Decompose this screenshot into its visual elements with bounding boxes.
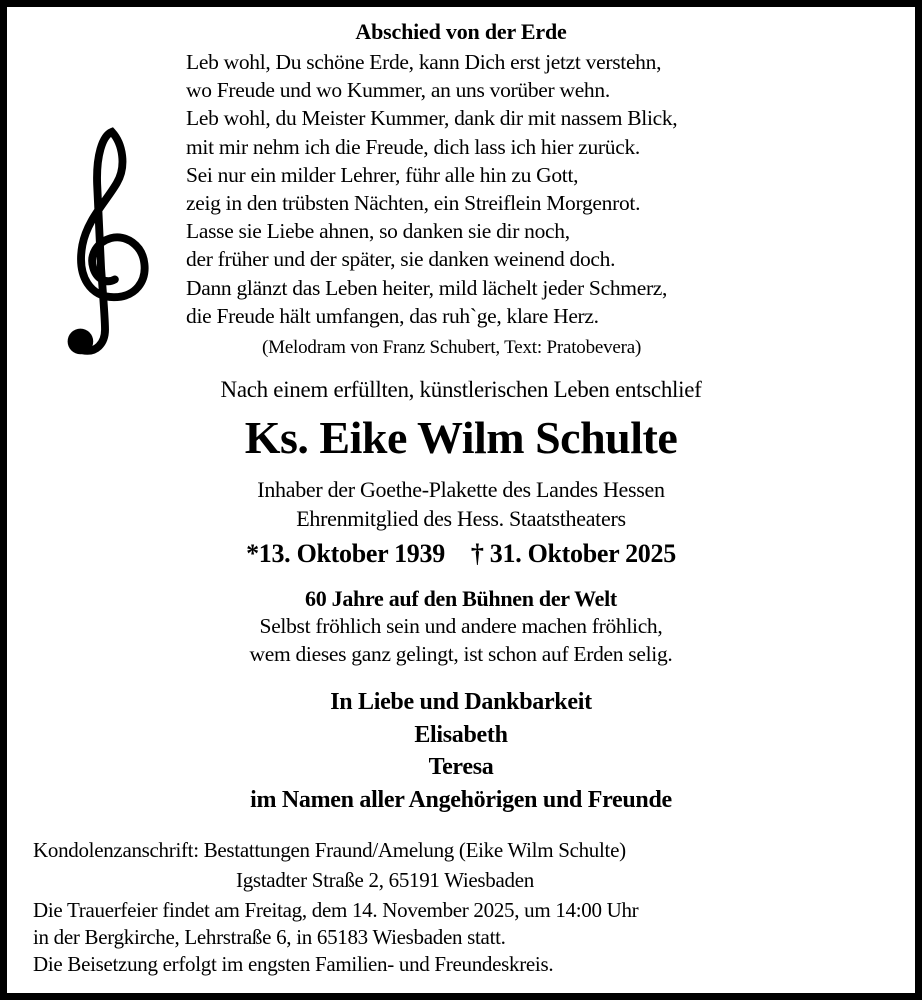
intro-line: Nach einem erfüllten, künstlerischen Leben entschlief: [220, 377, 702, 402]
poem-line: Leb wohl, Du schöne Erde, kann Dich erst jetzt verstehn,: [186, 50, 662, 74]
poem-line: Lasse sie Liebe ahnen, so danken sie dir noch,: [186, 219, 570, 244]
condolence-street: Igstadter Straße 2, 65191 Wiesbaden: [236, 867, 534, 892]
mourning-line: im Namen aller Angehörigen und Freunde: [250, 786, 672, 813]
poem-line: zeig in den trübsten Nächten, ein Streiflein Morgenrot.: [186, 191, 641, 216]
mourners-block: [7, 686, 915, 816]
career-line: 60 Jahre auf den Bühnen der Welt: [305, 586, 617, 611]
life-dates: [7, 539, 915, 569]
condolence-line: Kondolenzanschrift: Bestattungen Fraund/Amelung (Eike Wilm Schulte): [33, 838, 626, 862]
mourner-name: Teresa: [428, 754, 494, 781]
motto-line: Selbst fröhlich sein und andere machen fröhlich,: [259, 614, 663, 638]
poem-credit: (Melodram von Franz Schubert, Text: Pratobevera): [262, 337, 642, 358]
funeral-line: Die Beisetzung erfolgt im engsten Familien- und Freundeskreis.: [33, 952, 554, 977]
mourning-line: In Liebe und Dankbarkeit: [330, 689, 592, 715]
birth-date: *13. Oktober 1939: [246, 539, 445, 568]
poem-line: wo Freude und wo Kummer, an uns vorüber wehn.: [186, 78, 610, 103]
motto-block: [7, 613, 915, 668]
funeral-info: [33, 897, 638, 979]
poem-line: Leb wohl, du Meister Kummer, dank dir mit nassem Blick,: [186, 106, 678, 131]
mourner-name: Elisabeth: [414, 721, 508, 748]
deceased-name: Ks. Eike Wilm Schulte: [244, 412, 678, 463]
honors-block: [7, 476, 915, 533]
poem-line: Sei nur ein milder Lehrer, führ alle hin zu Gott,: [186, 162, 579, 187]
poem-line: Dann glänzt das Leben heiter, mild lächelt jeder Schmerz,: [186, 275, 668, 300]
funeral-line: Die Trauerfeier findet am Freitag, dem 14. November 2025, um 14:00 Uhr: [33, 898, 639, 922]
notice-title: Abschied von der Erde: [355, 19, 567, 44]
funeral-line: in der Bergkirche, Lehrstraße 6, in 65183 Wiesbaden statt.: [33, 925, 506, 950]
death-date: † 31. Oktober 2025: [470, 539, 676, 568]
poem-line: der früher und der später, sie danken weinend doch.: [186, 247, 616, 272]
farewell-poem: [186, 48, 677, 330]
poem-line: die Freude hält umfangen, das ruh`ge, klare Herz.: [186, 303, 599, 328]
motto-line: wem dieses ganz gelingt, ist schon auf Erden selig.: [249, 641, 673, 666]
poem-line: mit mir nehm ich die Freude, dich lass ich hier zurück.: [186, 134, 640, 159]
condolence-address: [33, 836, 626, 895]
honor-line: Inhaber der Goethe-Plakette des Landes Hessen: [257, 477, 665, 502]
honor-line: Ehrenmitglied des Hess. Staatstheaters: [296, 505, 626, 531]
treble-clef-icon: [55, 123, 157, 369]
